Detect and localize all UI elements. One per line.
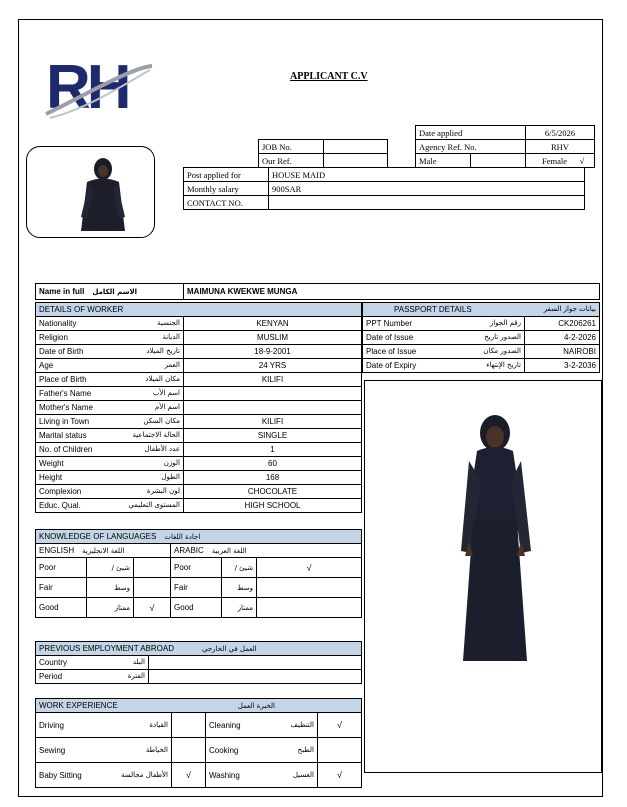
work-left-tick <box>172 713 206 738</box>
passport-row <box>363 331 600 345</box>
male-label: Male <box>416 154 471 168</box>
details-row <box>36 359 362 373</box>
language-row <box>36 558 362 578</box>
details-value: 60 <box>184 457 362 471</box>
details-row <box>36 317 362 331</box>
employment-label-ar: البلد <box>132 658 145 666</box>
employment-row <box>36 670 362 684</box>
female-value: √ <box>570 154 595 168</box>
work-left-label-ar: الأطفال مجالسة <box>120 770 168 779</box>
lang-ar-label: Poor <box>171 558 222 578</box>
details-row <box>36 387 362 401</box>
details-row <box>36 429 362 443</box>
work-right-label <box>206 713 318 738</box>
details-value: 168 <box>184 471 362 485</box>
work-table <box>35 698 362 788</box>
passport-value: 4-2-2026 <box>525 331 600 345</box>
work-left-label-text: Sewing <box>39 745 66 755</box>
date-applied-value: 6/5/2026 <box>526 126 595 140</box>
our-ref-value <box>324 154 388 168</box>
arabic-label-ar: اللغة العربية <box>211 547 247 555</box>
details-label-text: Date of Birth <box>39 347 84 356</box>
job-no-label: JOB No. <box>259 140 324 154</box>
details-label-text: Religion <box>39 333 68 342</box>
details-label-ar: مكان الميلاد <box>145 375 180 383</box>
employment-header-ar: العمل في الخارجي <box>202 645 257 653</box>
agency-ref-label: Agency Ref. No. <box>416 140 526 154</box>
employment-value <box>149 670 362 684</box>
applicant-photo-large <box>364 380 602 773</box>
details-label <box>36 499 184 513</box>
language-row <box>36 578 362 598</box>
post-label: Post applied for <box>184 168 269 182</box>
details-row <box>36 415 362 429</box>
post-table <box>183 167 585 210</box>
details-row <box>36 401 362 415</box>
work-left-label-ar: القيادة <box>149 720 168 729</box>
name-label-ar: الاسم الكامل <box>92 288 138 296</box>
details-label <box>36 331 184 345</box>
male-value <box>471 154 526 168</box>
details-label-text: Height <box>39 473 63 482</box>
lang-ar-label: Fair <box>171 578 222 598</box>
date-applied-label: Date applied <box>416 126 526 140</box>
languages-header: KNOWLEDGE OF LANGUAGES اجادة اللغات <box>36 530 362 544</box>
passport-label-text: Date of Expiry <box>366 361 417 370</box>
passport-label-ar: تاريخ الإنتهاء <box>486 361 521 369</box>
details-label <box>36 359 184 373</box>
passport-label <box>363 345 525 359</box>
work-header: WORK EXPERIENCE الخبرة العمل <box>36 699 362 713</box>
details-label <box>36 345 184 359</box>
employment-header: PREVIOUS EMPLOYMENT ABROAD العمل في الخارجي <box>36 642 362 656</box>
lang-ar-label-ar: ممتاز <box>222 598 257 618</box>
details-value: KENYAN <box>184 317 362 331</box>
agency-ref-value: RHV <box>526 140 595 154</box>
our-ref-label: Our Ref. <box>259 154 324 168</box>
passport-table <box>362 302 600 373</box>
passport-row <box>363 359 600 373</box>
post-value: HOUSE MAID <box>269 168 585 182</box>
details-label-ar: الحالة الاجتماعية <box>132 431 180 439</box>
details-label <box>36 401 184 415</box>
logo-letters: RH <box>46 53 128 122</box>
details-label-text: No. of Children <box>39 445 93 454</box>
details-label-text: Father's Name <box>39 389 92 398</box>
arabic-label: ARABIC اللغة العربية <box>171 544 362 558</box>
details-label-ar: الطول <box>161 473 180 481</box>
details-value <box>184 401 362 415</box>
contact-label: CONTACT NO. <box>184 196 269 210</box>
passport-value: 3-2-2036 <box>525 359 600 373</box>
passport-row <box>363 345 600 359</box>
lang-en-label-ar: ممتاز <box>87 598 134 618</box>
lang-ar-tick <box>257 598 362 618</box>
details-row <box>36 471 362 485</box>
details-label <box>36 443 184 457</box>
work-right-label-text: Washing <box>209 770 240 780</box>
lang-en-label-ar: شيئ / <box>87 558 134 578</box>
details-label <box>36 457 184 471</box>
details-row <box>36 373 362 387</box>
employment-label-text: Country <box>39 658 68 667</box>
lang-en-label: Poor <box>36 558 87 578</box>
passport-label-text: Date of Issue <box>366 333 414 342</box>
passport-label-ar: الصدور تاريخ <box>484 333 521 341</box>
lang-en-tick: √ <box>134 598 171 618</box>
name-value: MAIMUNA KWEKWE MUNGA <box>184 284 600 300</box>
details-label <box>36 429 184 443</box>
work-left-label-ar: الخياطة <box>145 745 168 754</box>
details-label-ar: الجنسية <box>157 319 180 327</box>
details-value: KILIFI <box>184 415 362 429</box>
lang-en-tick <box>134 578 171 598</box>
work-left-label <box>36 713 172 738</box>
details-label-text: Age <box>39 361 54 370</box>
details-label-text: Nationality <box>39 319 77 328</box>
details-value: 1 <box>184 443 362 457</box>
work-row <box>36 738 362 763</box>
work-left-tick: √ <box>172 763 206 788</box>
details-label-ar: مكان السكن <box>143 417 180 425</box>
work-row <box>36 763 362 788</box>
passport-header-ar: بيانات جواز السفر <box>543 305 596 313</box>
employment-label <box>36 656 149 670</box>
details-row <box>36 345 362 359</box>
details-value: CHOCOLATE <box>184 485 362 499</box>
languages-table <box>35 529 362 618</box>
page-title: APPLICANT C.V <box>290 71 368 82</box>
details-label-ar: تاريخ الميلاد <box>146 347 180 355</box>
details-row <box>36 499 362 513</box>
details-value: KILIFI <box>184 373 362 387</box>
work-right-tick: √ <box>318 713 362 738</box>
passport-label-text: Place of Issue <box>366 347 417 356</box>
details-label <box>36 373 184 387</box>
details-label <box>36 471 184 485</box>
details-row <box>36 443 362 457</box>
work-right-label-ar: الطبخ <box>297 745 314 754</box>
details-row <box>36 457 362 471</box>
work-right-label-text: Cooking <box>209 745 239 755</box>
work-right-tick: √ <box>318 763 362 788</box>
work-right-label <box>206 738 318 763</box>
details-label-ar: العمر <box>164 361 180 369</box>
job-ref-table <box>258 139 388 168</box>
lang-en-label-ar: وسط <box>87 578 134 598</box>
details-label <box>36 387 184 401</box>
work-left-label-text: Driving <box>39 720 64 730</box>
details-label <box>36 485 184 499</box>
employment-table <box>35 641 362 684</box>
work-right-tick <box>318 738 362 763</box>
applicant-photo-small <box>26 146 155 238</box>
name-table <box>35 283 600 300</box>
english-label: ENGLISH اللغة الانجليزية <box>36 544 171 558</box>
employment-label-text: Period <box>39 672 63 681</box>
passport-label <box>363 359 525 373</box>
passport-value: CK206261 <box>525 317 600 331</box>
details-label-ar: الوزن <box>163 459 180 467</box>
details-label-text: Mother's Name <box>39 403 93 412</box>
work-left-tick <box>172 738 206 763</box>
details-value: 18-9-2001 <box>184 345 362 359</box>
details-table <box>35 302 362 513</box>
details-label-ar: عدد الأطفال <box>144 445 180 453</box>
details-header: DETAILS OF WORKER <box>36 303 362 317</box>
lang-ar-label: Good <box>171 598 222 618</box>
company-logo <box>40 48 155 123</box>
salary-value: 900SAR <box>269 182 585 196</box>
work-row <box>36 713 362 738</box>
lang-ar-tick <box>257 578 362 598</box>
name-label: Name in full الاسم الكامل <box>36 284 184 300</box>
languages-header-ar: اجادة اللغات <box>164 533 201 541</box>
employment-row <box>36 656 362 670</box>
details-value: SINGLE <box>184 429 362 443</box>
english-label-ar: اللغة الانجليزية <box>82 547 125 555</box>
work-right-label-ar: الغسيل <box>292 770 314 779</box>
details-value: 24 YRS <box>184 359 362 373</box>
contact-value <box>269 196 585 210</box>
work-right-label-ar: التنظيف <box>290 720 314 729</box>
passport-row <box>363 317 600 331</box>
work-left-label-text: Baby Sitting <box>39 770 82 780</box>
work-left-label <box>36 738 172 763</box>
passport-label-ar: رقم الجواز <box>489 319 521 327</box>
lang-en-tick <box>134 558 171 578</box>
details-label-text: Weight <box>39 459 64 468</box>
passport-label <box>363 331 525 345</box>
details-label-ar: الديانة <box>162 333 180 341</box>
details-label-ar: لون البشرة <box>146 487 180 495</box>
passport-header: PASSPORT DETAILS بيانات جواز السفر <box>363 303 600 317</box>
work-right-label-text: Cleaning <box>209 720 241 730</box>
details-row <box>36 331 362 345</box>
language-row <box>36 598 362 618</box>
details-label-text: Living in Town <box>39 417 90 426</box>
details-label-text: Complexion <box>39 487 82 496</box>
lang-en-label: Fair <box>36 578 87 598</box>
passport-label-ar: الصدور مكان <box>483 347 521 355</box>
employment-label <box>36 670 149 684</box>
passport-label <box>363 317 525 331</box>
female-label: Female <box>526 154 571 168</box>
details-row <box>36 485 362 499</box>
date-agency-table <box>415 125 595 168</box>
details-label-ar: اسم الأم <box>155 403 180 411</box>
details-label <box>36 317 184 331</box>
employment-value <box>149 656 362 670</box>
lang-en-label: Good <box>36 598 87 618</box>
salary-label: Monthly salary <box>184 182 269 196</box>
details-value: HIGH SCHOOL <box>184 499 362 513</box>
lang-ar-tick: √ <box>257 558 362 578</box>
passport-label-text: PPT Number <box>366 319 413 328</box>
details-label-text: Educ. Qual. <box>39 501 81 510</box>
lang-ar-label-ar: شيئ / <box>222 558 257 578</box>
work-header-ar: الخبرة العمل <box>237 702 275 710</box>
details-value: MUSLIM <box>184 331 362 345</box>
passport-value: NAIROBI <box>525 345 600 359</box>
job-no-value <box>324 140 388 154</box>
details-label-ar: المستوى التعليمي <box>128 501 180 509</box>
details-value <box>184 387 362 401</box>
details-label <box>36 415 184 429</box>
details-label-ar: اسم الأب <box>152 389 180 397</box>
employment-label-ar: الفترة <box>127 672 145 680</box>
work-left-label <box>36 763 172 788</box>
details-label-text: Place of Birth <box>39 375 87 384</box>
work-right-label <box>206 763 318 788</box>
details-label-text: Marital status <box>39 431 87 440</box>
lang-ar-label-ar: وسط <box>222 578 257 598</box>
